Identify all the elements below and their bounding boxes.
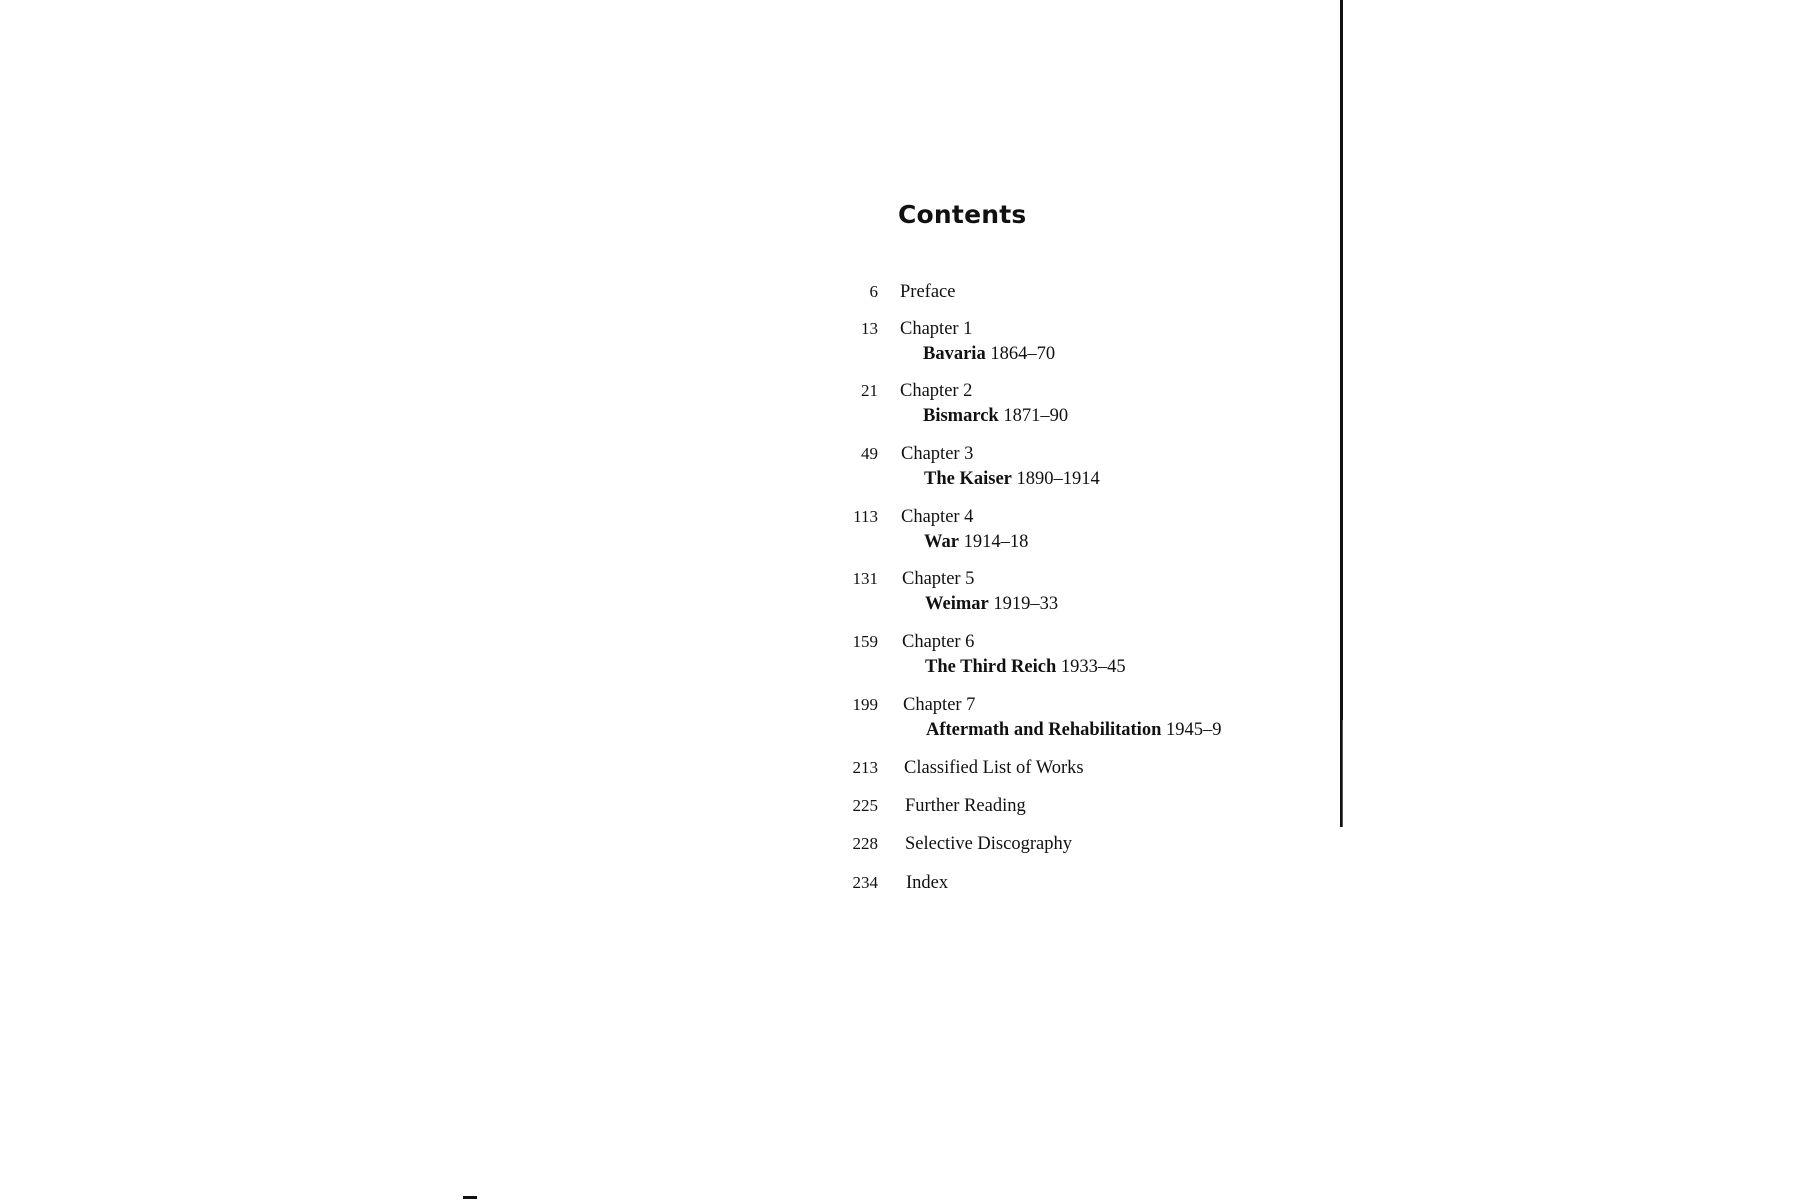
toc-entry-label: Chapter 7 [903,695,976,715]
toc-entry-label: Chapter 4 [901,507,974,527]
toc-chapter-title: Aftermath and Rehabilitation [926,720,1162,740]
toc-entry-label: Chapter 1 [900,319,973,339]
toc-entry-label: Chapter 2 [900,381,973,401]
toc-chapter-dates: 1914–18 [963,532,1029,552]
toc-chapter-subtitle [926,718,1222,742]
page-spine-rule [1340,0,1343,827]
crop-mark [463,1196,477,1199]
toc-entry-label: Chapter 6 [902,632,975,652]
toc-chapter-title: The Kaiser [924,469,1012,489]
toc-entry-label: Chapter 5 [902,569,975,589]
toc-chapter-subtitle [924,530,1028,554]
toc-chapter-subtitle [923,404,1068,428]
toc-page-number: 234 [852,873,878,892]
toc-chapter-title: Bismarck [923,406,999,426]
toc-entry-label: Selective Discography [905,834,1072,854]
toc-page-number: 49 [861,444,878,463]
page-spine-rule-tail [1342,720,1343,827]
toc-page-number: 6 [869,282,878,301]
toc-chapter-title: War [924,532,959,552]
contents-heading: Contents [898,200,1027,229]
toc-chapter-title: The Third Reich [925,657,1057,677]
toc-page-number: 213 [852,758,878,777]
toc-chapter-subtitle [925,655,1126,679]
toc-chapter-title: Weimar [925,594,989,614]
toc-chapter-dates: 1871–90 [1003,406,1069,426]
toc-page-number: 159 [852,632,878,651]
toc-page-number: 21 [861,381,878,400]
toc-chapter-subtitle [923,342,1055,366]
toc-entry-label: Further Reading [905,796,1026,816]
toc-entry-label: Classified List of Works [904,758,1084,778]
toc-chapter-dates: 1890–1914 [1016,469,1100,489]
toc-chapter-subtitle [924,467,1100,491]
toc-chapter-dates: 1919–33 [993,594,1059,614]
toc-page-number: 113 [853,507,878,526]
toc-page-number: 199 [852,695,878,714]
toc-page-number: 131 [852,569,878,588]
toc-page-number: 228 [852,834,878,853]
toc-chapter-dates: 1945–9 [1166,720,1222,740]
toc-entry-label: Index [906,873,949,893]
toc-entry-label: Preface [900,282,956,302]
toc-entry-label: Chapter 3 [901,444,974,464]
toc-chapter-subtitle [925,592,1058,616]
toc-chapter-dates: 1864–70 [990,344,1056,364]
toc-page-number: 13 [861,319,878,338]
toc-chapter-dates: 1933–45 [1060,657,1126,677]
toc-page-number: 225 [852,796,878,815]
toc-chapter-title: Bavaria [923,344,986,364]
